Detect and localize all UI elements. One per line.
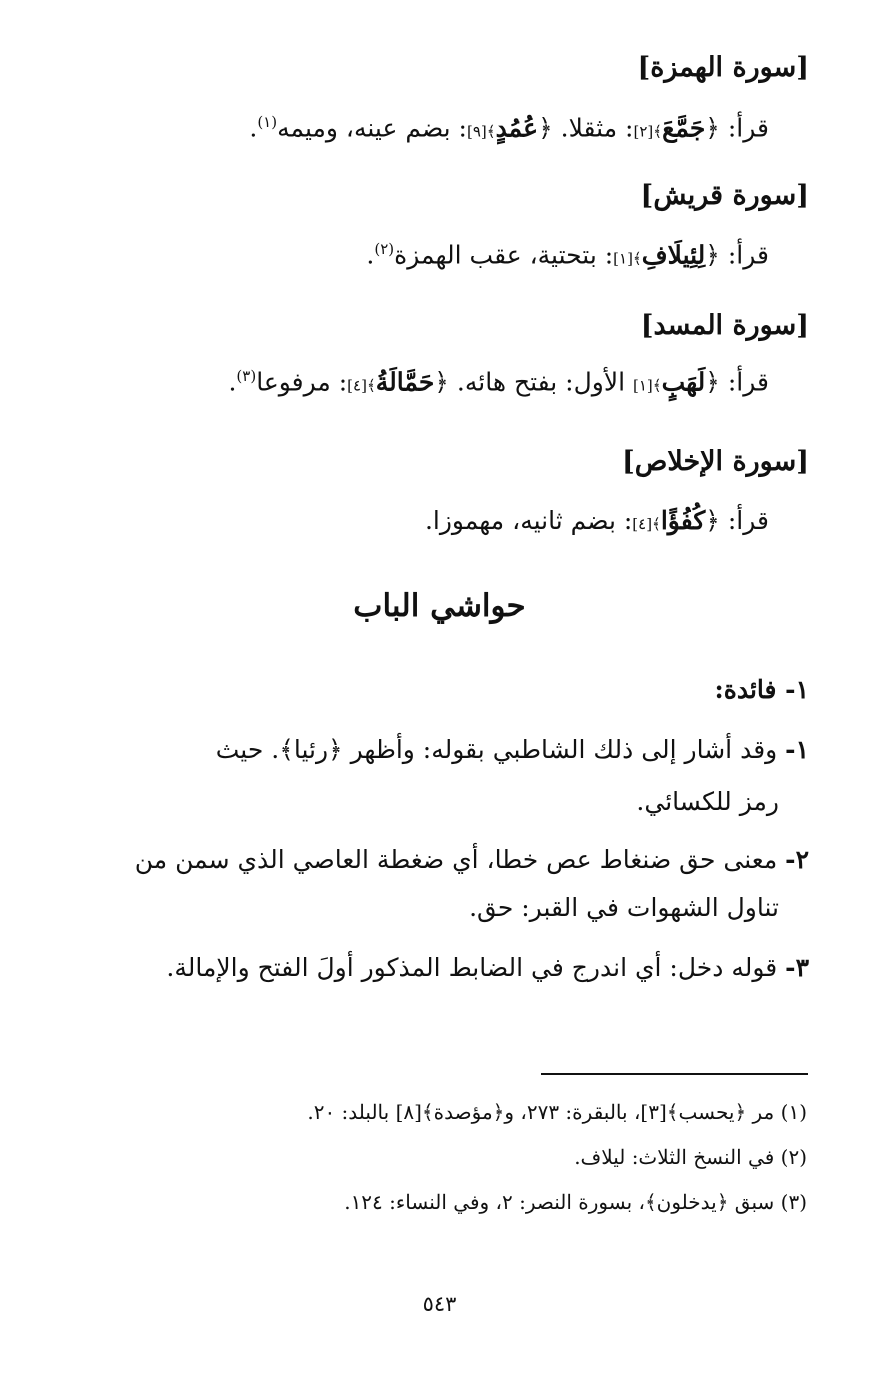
reading-prefix: قرأ: ﴿ — [705, 506, 769, 535]
reading-text: : بضم ثانيه، مهموزا. — [424, 506, 633, 535]
verse-ref: ﴾[١] — [613, 249, 642, 268]
reading-text: : بتحتية، عقب الهمزة — [394, 240, 614, 270]
note-item-1-line2: رمز للكسائي. — [636, 787, 779, 816]
note-number: ١- — [785, 735, 809, 764]
note-item-3-line1 — [166, 953, 809, 982]
note-text: قوله دخل: أي اندرج في الضابط المذكور أولَ الفتح والإمالة. — [166, 953, 778, 982]
reading-text: : مرفوعا — [256, 367, 348, 397]
quran-word: كُفُؤًا — [660, 506, 706, 535]
quran-word: لَهَبٍ — [661, 367, 706, 397]
page-number: ٥٤٣ — [422, 1292, 457, 1316]
footnote-1: (١) مر ﴿يحسب﴾[٣]، بالبقرة: ٢٧٣، و﴿مؤصدة﴾[٨] بالبلد: ٢٠. — [307, 1100, 807, 1124]
quran-word: لِئِيلَافِ — [641, 240, 706, 270]
footnote-marker: (١) — [257, 113, 278, 131]
note-text: معنى حق ضنغاط عص خطا، أي ضغطة العاصي الذي سمن من — [134, 845, 778, 874]
quran-word: عُمُدٍ — [495, 113, 539, 143]
footnote-marker: (٢) — [374, 240, 395, 258]
reading-end: . — [249, 113, 258, 143]
note-item-1-line1 — [216, 735, 809, 764]
surah-title-humaza: [سورة الهمزة] — [637, 52, 809, 83]
footnote-3: (٣) سبق ﴿يدخلون﴾، بسورة النصر: ٢، وفي النساء: ١٢٤. — [344, 1190, 807, 1214]
notes-label-text: ١- فائدة: — [714, 675, 809, 704]
verse-ref: ﴾[٩] — [466, 122, 496, 141]
notes-label — [715, 675, 810, 704]
quran-word: جَمَّعَ — [662, 113, 706, 143]
quran-word: حَمَّالَةُ — [375, 367, 435, 397]
reading-text: الأول: بفتح هائه. ﴿ — [434, 367, 633, 397]
surah-title-quraysh: [سورة قريش] — [640, 180, 809, 211]
note-number: ٣- — [785, 953, 809, 982]
footnote-marker: (٣) — [236, 367, 257, 385]
reading-text: : بضم عينه، وميمه — [277, 113, 467, 143]
verse-ref: ﴾[١] — [633, 376, 662, 395]
reading-line-quraysh — [366, 240, 769, 269]
verse-ref: ﴾[٤] — [347, 376, 376, 395]
reading-line-humaza — [249, 113, 769, 142]
footnote-2: (٢) في النسخ الثلاث: ليلاف. — [574, 1145, 807, 1169]
footnote-rule — [541, 1073, 808, 1075]
surah-title-masad: [سورة المسد] — [640, 310, 809, 341]
reading-prefix: قرأ: ﴿ — [705, 240, 769, 270]
note-text: وقد أشار إلى ذلك الشاطبي بقوله: وأظهر ﴿رئيا﴾. حيث — [215, 735, 778, 764]
reading-line-masad — [228, 367, 769, 396]
verse-ref: ﴾[٤] — [632, 515, 661, 533]
reading-text: : مثقلا. ﴿ — [538, 113, 634, 143]
reading-line-ikhlas — [425, 506, 769, 535]
reading-prefix: قرأ: ﴿ — [705, 113, 769, 143]
note-item-2-line1 — [135, 845, 809, 874]
surah-title-ikhlas: [سورة الإخلاص] — [621, 446, 809, 477]
reading-end: . — [228, 367, 237, 397]
reading-end: . — [366, 240, 375, 270]
margins-heading: حواشي الباب — [353, 588, 526, 624]
note-item-2-line2: تناول الشهوات في القبر: حق. — [469, 893, 779, 922]
verse-ref: ﴾[٢] — [633, 122, 663, 141]
note-number: ٢- — [785, 845, 809, 874]
reading-prefix: قرأ: ﴿ — [705, 367, 769, 397]
